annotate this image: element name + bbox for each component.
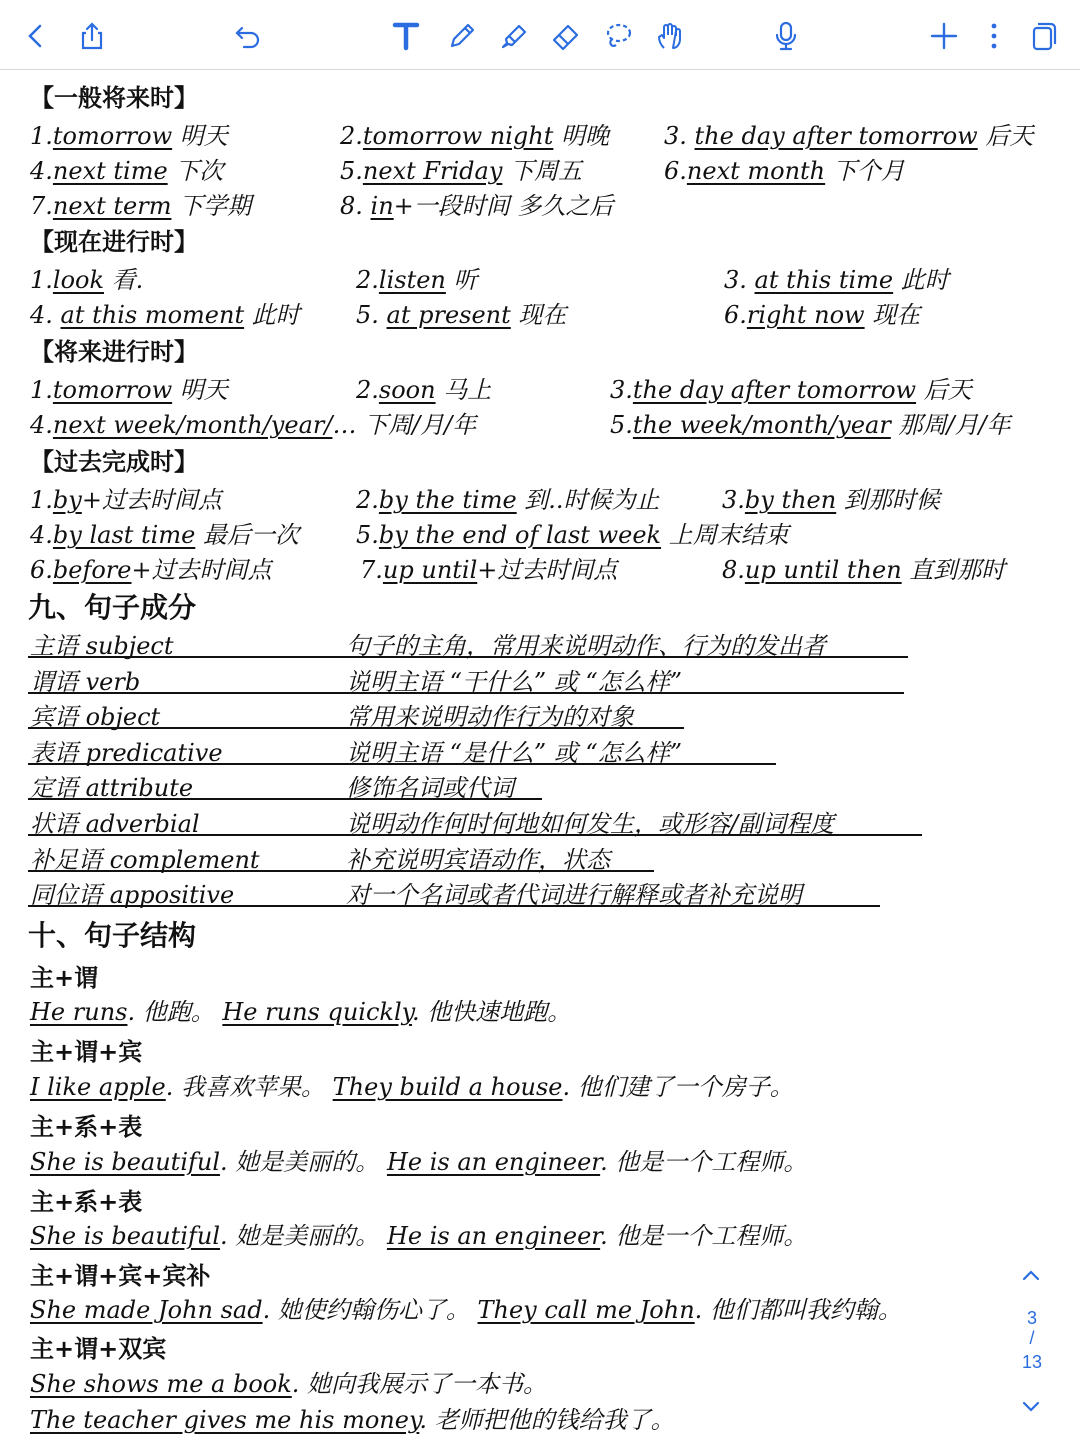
list-item: 3.by then 到那时候	[722, 486, 940, 514]
example-sentence-line: She is beautiful. 她是美丽的。 He is an engineer. 他是一个工程师。	[30, 1222, 808, 1250]
list-item: 1.tomorrow 明天	[30, 376, 228, 404]
component-description: 说明动作何时何地如何发生，或形容/副词程度	[346, 810, 835, 838]
structure-heading: 主+系+表	[30, 1188, 143, 1216]
component-description: 说明主语 “干什么” 或 “怎么样”	[346, 668, 682, 696]
list-item: 3. the day after tomorrow 后天	[664, 122, 1034, 150]
list-item: 1.look 看.	[30, 266, 144, 294]
component-term: 补足语 complement	[30, 846, 260, 874]
back-icon[interactable]	[18, 18, 54, 54]
hand-icon[interactable]	[652, 18, 688, 54]
list-item: 7.up until+过去时间点	[360, 556, 618, 584]
row-underline	[28, 798, 542, 800]
row-underline	[28, 727, 684, 729]
lasso-icon[interactable]	[600, 18, 636, 54]
list-item: 5.by the end of last week 上周末结束	[356, 521, 789, 549]
current-page-number: 3	[1026, 1308, 1037, 1328]
list-item: 8.up until then 直到那时	[722, 556, 1006, 584]
list-item: 4. at this moment 此时	[30, 301, 300, 329]
component-term: 状语 adverbial	[30, 810, 200, 838]
list-item: 1.tomorrow 明天	[30, 122, 228, 150]
page-down-icon[interactable]	[1016, 1392, 1046, 1422]
example-sentence-line: He runs. 他跑。 He runs quickly. 他快速地跑。	[30, 998, 572, 1026]
more-icon[interactable]	[976, 18, 1012, 54]
list-item: 6.before+过去时间点	[30, 556, 272, 584]
list-item: 4.next time 下次	[30, 157, 224, 185]
component-term: 宾语 object	[30, 703, 161, 731]
microphone-icon[interactable]	[768, 18, 804, 54]
list-item: 6.right now 现在	[724, 301, 921, 329]
example-sentence-line: She shows me a book. 她向我展示了一本书。	[30, 1370, 548, 1398]
list-item: 2.soon 马上	[356, 376, 492, 404]
list-item: 5. at present 现在	[356, 301, 567, 329]
eraser-icon[interactable]	[548, 18, 584, 54]
section-title-future: 【一般将来时】	[30, 84, 198, 112]
component-term: 定语 attribute	[30, 774, 194, 802]
structure-heading: 主+谓+宾	[30, 1038, 143, 1066]
undo-icon[interactable]	[230, 18, 266, 54]
share-icon[interactable]	[74, 18, 110, 54]
list-item: 3.the day after tomorrow 后天	[610, 376, 972, 404]
list-item: 8. in+一段时间 多久之后	[340, 192, 614, 220]
component-description: 说明主语 “是什么” 或 “怎么样”	[346, 739, 682, 767]
row-underline	[28, 870, 654, 872]
list-item: 4.by last time 最后一次	[30, 521, 299, 549]
row-underline	[28, 905, 880, 907]
example-sentence-line: The teacher gives me his money. 老师把他的钱给我了。	[30, 1406, 675, 1434]
component-description: 修饰名词或代词	[346, 774, 514, 802]
list-item: 1.by+过去时间点	[30, 486, 222, 514]
example-sentence-line: She is beautiful. 她是美丽的。 He is an engineer. 他是一个工程师。	[30, 1148, 808, 1176]
section-title-present-continuous: 【现在进行时】	[30, 228, 198, 256]
pages-icon[interactable]	[1026, 18, 1062, 54]
component-description: 补充说明宾语动作，状态	[346, 846, 610, 874]
structure-heading: 主+谓+宾+宾补	[30, 1262, 211, 1290]
example-sentence-line: I like apple. 我喜欢苹果。 They build a house. 他们建了一个房子。	[30, 1073, 794, 1101]
section-title-past-perfect: 【过去完成时】	[30, 448, 198, 476]
structure-heading: 主+谓	[30, 964, 99, 992]
page-navigator	[1002, 1256, 1062, 1426]
add-icon[interactable]	[926, 18, 962, 54]
list-item: 4.next week/month/year/… 下周/月/年	[30, 411, 477, 439]
component-term: 主语 subject	[30, 632, 174, 660]
page-separator: /	[1029, 1328, 1035, 1348]
section-title-future-continuous: 【将来进行时】	[30, 338, 198, 366]
component-description: 常用来说明动作行为的对象	[346, 703, 634, 731]
component-description: 对一个名词或者代词进行解释或者补充说明	[346, 881, 802, 909]
structure-heading: 主+系+表	[30, 1113, 143, 1141]
row-underline	[28, 656, 908, 658]
note-page[interactable]	[0, 72, 1080, 1440]
example-sentence-line: She made John sad. 她使约翰伤心了。 They call me John. 他们都叫我约翰。	[30, 1296, 902, 1324]
component-term: 同位语 appositive	[30, 881, 235, 909]
row-underline	[28, 834, 922, 836]
page-up-icon[interactable]	[1016, 1260, 1046, 1290]
list-item: 5.next Friday 下周五	[340, 157, 583, 185]
list-item: 2.by the time 到..时候为止	[356, 486, 660, 514]
toolbar	[0, 0, 1080, 70]
list-item: 2.tomorrow night 明晚	[340, 122, 610, 150]
section-title-sentence-components: 九、句子成分	[28, 591, 197, 624]
structure-heading: 主+谓+双宾	[30, 1335, 167, 1363]
section-title-sentence-structure: 十、句子结构	[28, 919, 197, 952]
pen-icon[interactable]	[444, 18, 480, 54]
total-page-count: 13	[1021, 1352, 1043, 1372]
list-item: 3. at this time 此时	[724, 266, 949, 294]
component-term: 表语 predicative	[30, 739, 223, 767]
list-item: 7.next term 下学期	[30, 192, 252, 220]
text-tool-icon[interactable]	[388, 18, 424, 54]
component-term: 谓语 verb	[30, 668, 141, 696]
highlighter-icon[interactable]	[496, 18, 532, 54]
list-item: 6.next month 下个月	[664, 157, 905, 185]
component-description: 句子的主角，常用来说明动作、行为的发出者	[346, 632, 826, 660]
list-item: 2.listen 听	[356, 266, 478, 294]
list-item: 5.the week/month/year 那周/月/年	[610, 411, 1011, 439]
row-underline	[28, 692, 904, 694]
row-underline	[28, 763, 776, 765]
